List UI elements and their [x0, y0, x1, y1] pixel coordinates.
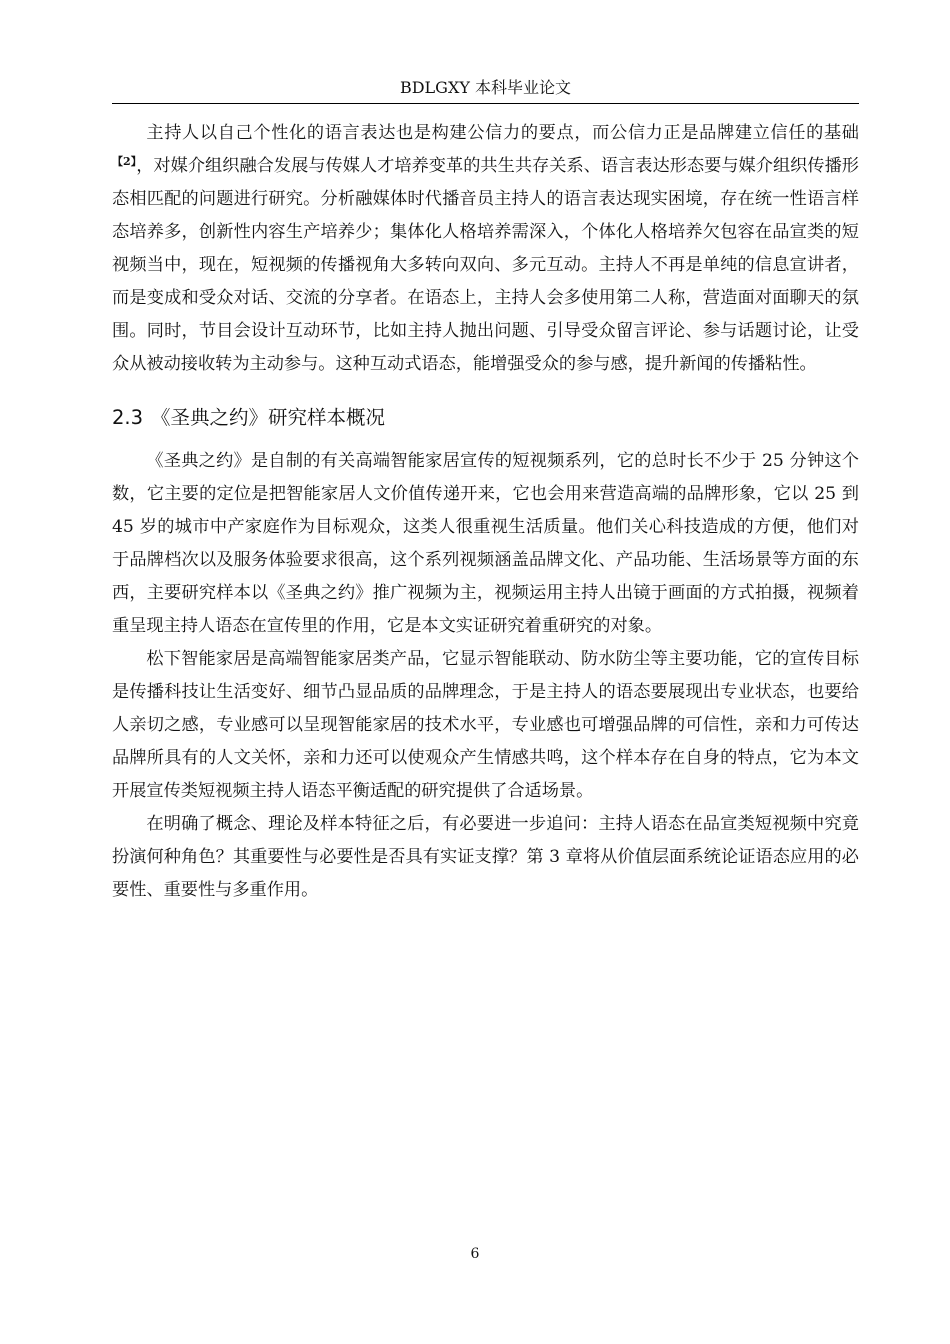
paragraph-text: 主持人以自己个性化的语言表达也是构建公信力的要点，而公信力正是品牌建立信任的基础 [146, 123, 859, 143]
page-number: 6 [470, 1246, 480, 1262]
paragraph-text: ，对媒介组织融合发展与传媒人才培养变革的共生共存关系、语言表达形态要与媒介组织传播形态相匹配的问题进行研究。分析融媒体时代播音员主持人的语言表达现实困境，存在统一性语言样态培养多，创新性内容生产培养少；集体化人格培养需深入，个体化人格培养欠包容在品宣类的短视频当中，现在，短视频的传播视角大多转向双向、多元互动。主持人不再是单纯的信息宣讲者，而是变成和受众对话、交流的分享者。在语态上，主持人会多使用第二人称，营造面对面聊天的氛围。同时，节目会设计互动环节，比如主持人抛出问题、引导受众留言评论、参与话题讨论，让受众从被动接收转为主动参与。这种互动式语态，能增强受众的参与感，提升新闻的传播粘性。 [112, 156, 859, 374]
citation-reference: 【2】 [112, 155, 137, 168]
body-paragraph-3: 松下智能家居是高端智能家居类产品，它显示智能联动、防水防尘等主要功能，它的宣传目标是传播科技让生活变好、细节凸显品质的品牌理念，于是主持人的语态要展现出专业状态，也要给人亲切之感，专业感可以呈现智能家居的技术水平，专业感也可增强品牌的可信性，亲和力可传达品牌所具有的人文关怀，亲和力还可以使观众产生情感共鸣，这个样本存在自身的特点，它为本文开展宣传类短视频主持人语态平衡适配的研究提供了合适场景。 [112, 649, 859, 801]
body-paragraph-1 [112, 117, 859, 381]
body-paragraph-4: 在明确了概念、理论及样本特征之后，有必要进一步追问：主持人语态在品宣类短视频中究竟扮演何种角色？其重要性与必要性是否具有实证支撑？第 3 章将从价值层面系统论证语态应用的必要性、重要性与多重作用。 [112, 814, 859, 900]
header-title: BDLGXY 本科毕业论文 [399, 78, 572, 97]
document-body [112, 117, 859, 907]
section-heading [112, 403, 859, 433]
section-number: 2.3 [112, 406, 144, 429]
body-paragraph-2: 《圣典之约》是自制的有关高端智能家居宣传的短视频系列，它的总时长不少于 25 分钟这个数，它主要的定位是把智能家居人文价值传递开来，它也会用来营造高端的品牌形象，它以 25 到 45 岁的城市中产家庭作为目标观众，这类人很重视生活质量。他们关心科技造成的方便，他们对于品牌档次以及服务体验要求很高，这个系列视频涵盖品牌文化、产品功能、生活场景等方面的东西，主要研究样本以《圣典之约》推广视频为主，视频运用主持人出镜于画面的方式拍摄，视频着重呈现主持人语态在宣传里的作用，它是本文实证研究着重研究的对象。 [112, 451, 859, 636]
section-title: 《圣典之约》研究样本概况 [151, 406, 386, 429]
page-header [112, 72, 859, 104]
